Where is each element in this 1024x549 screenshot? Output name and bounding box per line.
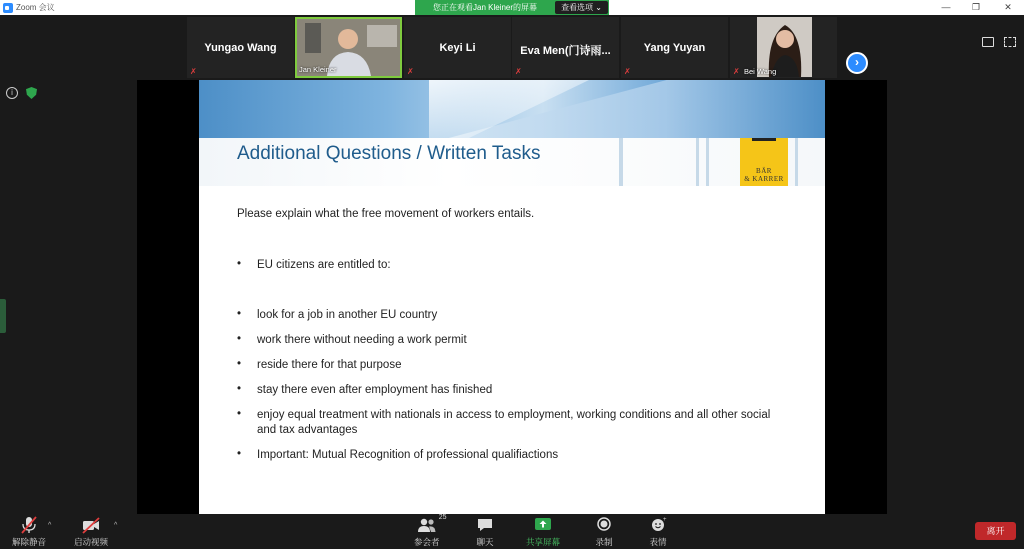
- bullet-text: reside there for that purpose: [257, 359, 402, 371]
- screen-share-banner: [415, 0, 609, 15]
- bullet-item: [237, 333, 797, 348]
- meeting-toolbar: [0, 514, 1024, 549]
- bullet-item: [237, 258, 797, 273]
- slide-header-image: [199, 80, 825, 138]
- gallery-view-icon[interactable]: [982, 37, 994, 47]
- participants-icon: [417, 514, 447, 534]
- app-title: Zoom 会议: [16, 3, 55, 12]
- chat-button[interactable]: [475, 516, 495, 548]
- presentation-slide: [199, 80, 825, 514]
- record-button[interactable]: [594, 516, 614, 548]
- band-stripe: [795, 138, 798, 186]
- participants-count: 25: [438, 514, 447, 521]
- participant-tile[interactable]: [512, 17, 619, 78]
- chat-label: 聊天: [476, 537, 494, 547]
- band-stripe: [619, 138, 623, 186]
- next-page-button[interactable]: ›: [846, 52, 868, 74]
- bullet-item: [237, 308, 797, 323]
- mic-muted-icon: ✗: [407, 67, 414, 76]
- logo-line-1: BÄR: [756, 167, 772, 175]
- mic-muted-icon: ✗: [515, 67, 522, 76]
- meeting-info-icons: [6, 87, 37, 99]
- participant-tile[interactable]: [187, 17, 294, 78]
- participant-name: Jan Kleiner: [299, 65, 337, 74]
- participants-label: 参会者: [414, 537, 440, 547]
- participant-tile[interactable]: [621, 17, 728, 78]
- bullet-dot: •: [237, 258, 242, 270]
- video-options-caret[interactable]: ^: [114, 522, 118, 529]
- start-video-label: 启动视频: [74, 537, 109, 547]
- record-label: 录制: [595, 537, 613, 547]
- bullet-text: EU citizens are entitled to:: [257, 259, 391, 271]
- band-stripe: [696, 138, 699, 186]
- leave-meeting-button[interactable]: 离开: [975, 522, 1016, 540]
- record-icon: [594, 516, 614, 534]
- mic-muted-icon: ✗: [190, 67, 197, 76]
- mic-muted-icon: [19, 516, 39, 534]
- view-controls: [982, 37, 1016, 47]
- mic-muted-icon: ✗: [733, 67, 740, 76]
- bullet-dot: •: [237, 333, 242, 345]
- bullet-dot: •: [237, 448, 242, 460]
- reactions-smiley-icon: [648, 516, 668, 534]
- bullet-dot: •: [237, 383, 242, 395]
- bullet-item: [237, 448, 797, 463]
- participant-name: Bei Wang: [744, 67, 777, 76]
- share-screen-button[interactable]: [526, 516, 560, 548]
- close-button[interactable]: ✕: [1004, 2, 1012, 12]
- unmute-button[interactable]: [12, 516, 46, 548]
- app-title-area: [3, 2, 55, 13]
- bullet-dot: •: [237, 308, 242, 320]
- logo-bar: [752, 138, 776, 141]
- bullet-item: [237, 408, 777, 438]
- bullet-item: [237, 358, 797, 373]
- info-icon[interactable]: i: [6, 87, 18, 99]
- band-stripe: [706, 138, 709, 186]
- logo-line-2: & KARRER: [744, 175, 784, 183]
- chat-icon: [475, 516, 495, 534]
- start-video-button[interactable]: [74, 516, 108, 548]
- participant-name: Yang Yuyan: [643, 42, 706, 54]
- bullet-item: [237, 383, 797, 398]
- participant-name: Eva Men(门诗雨...: [520, 45, 611, 57]
- svg-text:+: +: [663, 517, 667, 523]
- bullet-text: Important: Mutual Recognition of professional qualifiactions: [257, 449, 559, 461]
- bullet-text: look for a job in another EU country: [257, 309, 438, 321]
- bullet-dot: •: [237, 358, 242, 370]
- mic-muted-icon: ✗: [624, 67, 631, 76]
- share-screen-label: 共享屏幕: [526, 537, 561, 547]
- video-off-icon: [81, 516, 101, 534]
- unmute-label: 解除静音: [12, 537, 47, 547]
- view-options-button[interactable]: 查看选项 ⌄: [555, 1, 608, 14]
- participant-tile[interactable]: [730, 17, 837, 78]
- fullscreen-icon[interactable]: [1004, 37, 1016, 47]
- bullet-text: enjoy equal treatment with nationals in access to employment, working conditions and all other social and tax advantages: [257, 409, 771, 436]
- audio-options-caret[interactable]: ^: [48, 522, 52, 529]
- participant-tile[interactable]: [404, 17, 511, 78]
- bullet-text: work there without needing a work permit: [257, 334, 467, 346]
- participant-name: Keyi Li: [439, 42, 476, 54]
- reactions-button[interactable]: [648, 516, 668, 548]
- bullet-dot: •: [237, 408, 242, 420]
- minimize-button[interactable]: —: [941, 2, 951, 12]
- slide-question: Please explain what the free movement of workers entails.: [237, 208, 535, 220]
- zoom-logo-icon: [3, 3, 13, 13]
- baer-karrer-logo: [740, 138, 788, 186]
- bullet-text: stay there even after employment has finished: [257, 384, 493, 396]
- restore-button[interactable]: ❐: [971, 2, 981, 12]
- participant-thumbnail-strip: [0, 15, 1024, 78]
- share-banner-text: 您正在观看Jan Kleiner的屏幕: [433, 3, 538, 12]
- participants-button[interactable]: [414, 514, 447, 548]
- participant-tile-active[interactable]: [295, 17, 402, 78]
- participant-name: Yungao Wang: [204, 42, 277, 54]
- slide-title: Additional Questions / Written Tasks: [237, 143, 541, 164]
- reactions-label: 表情: [649, 537, 667, 547]
- encryption-shield-icon[interactable]: [26, 87, 37, 99]
- share-screen-icon: [533, 516, 553, 534]
- side-panel-handle[interactable]: [0, 299, 6, 333]
